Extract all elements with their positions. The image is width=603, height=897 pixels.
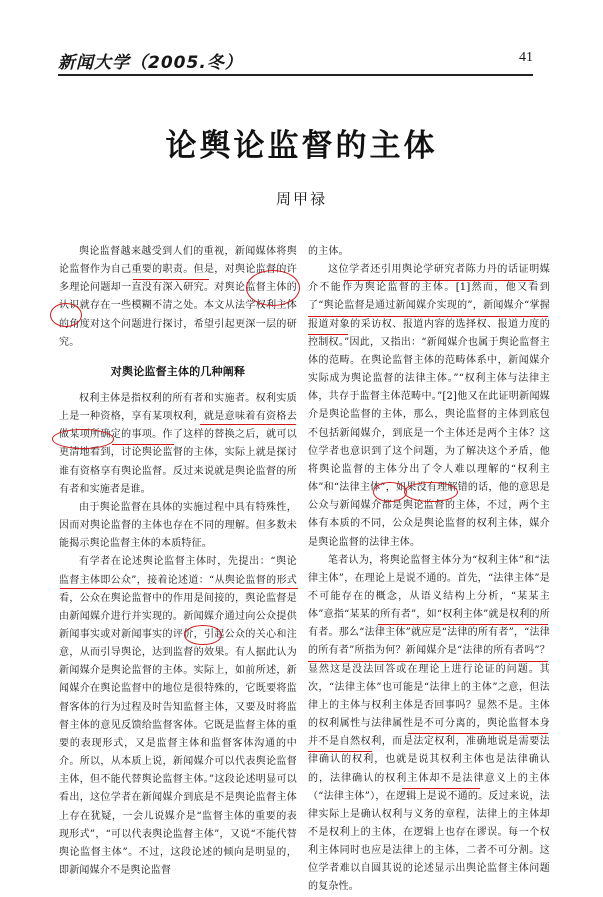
annotation-underline xyxy=(112,444,174,445)
paragraph-understanding: 由于舆论监督在具体的实施过程中具有特殊性，因而对舆论监督的主体也存在不同的理解。但多数未能揭示舆论监督主体的本质特征。 xyxy=(59,501,297,550)
article-title: 论舆论监督的主体 xyxy=(165,128,438,164)
page-number: 41 xyxy=(519,50,533,65)
annotation-underline xyxy=(308,661,548,662)
running-header xyxy=(58,44,533,76)
annotation-circle xyxy=(50,303,82,327)
annotation-circle xyxy=(404,482,458,502)
paragraph-continuation: 的主体。 xyxy=(308,246,349,257)
annotation-underline xyxy=(408,733,548,734)
annotation-underline xyxy=(60,588,298,589)
annotation-circle xyxy=(52,429,114,449)
annotation-underline xyxy=(402,788,480,789)
annotation-underline xyxy=(308,316,548,317)
left-column xyxy=(59,243,297,880)
paragraph-scholar-view: 有学者在论述舆论监督主体时，先提出：“舆论监督主体即公众”，接着论述道：“从舆论监督的形式看，公众在舆论监督中的作用是间接的，舆论监督是由新闻媒介进行并实现的。新闻媒介通过向公众提供新闻事实或对新闻事实的评价，引起公众的关心和注意，从而引导舆论，达到监督的效果。有人据此认为新闻媒介是舆论监督的主体。实际上，如前所述，新闻媒介在舆论监督中的地位是很特殊的，它既要将监督客体的行为过程及时告知监督主体，又要及时将监督主体的意见反馈给监督客体。它既是监督主体的重要的表现形式，又是监督主体和监督客体沟通的中介。所以，从本质上说，新闻媒介可以代表舆论监督主体，但不能代替舆论监督主体。”这段论述明显可以看出，这位学者在新闻媒介到底是不是舆论监督主体上存在犹疑，一会儿说媒介是“监督主体的重要的表现形式”，“可以代表舆论监督主体”，又说“不能代替舆论监督主体”。不过，这段论述的倾向是明显的，即新闻媒介不是舆论监督 xyxy=(59,556,297,876)
annotation-underline xyxy=(308,751,372,752)
article-author: 周甲禄 xyxy=(275,190,327,208)
annotation-circle xyxy=(373,482,407,502)
paragraph-rights-subject: 权利主体是指权利的所有者和实施者。权利实质上是一种资格，享有某项权利，就是意味着有资格去做某项所确定的事项。作了这样的替换之后，就可以更清地看到，讨论舆论监督的主体，实际上就是探讨谁有资格享有舆论监督。反过来说就是舆论监督的所有者和实施者是谁。 xyxy=(59,392,297,495)
annotation-underline xyxy=(133,279,209,280)
paragraph-chen-lidan: 这位学者还引用舆论学研究者陈力丹的话证明媒介不能作为舆论监督的主体。[1]然而，他又看到了“舆论监督是通过新闻媒介实现的”，新闻媒介“掌握报道对象的采访权、报道内容的选择权、报道力度的控制权。”因此，又指出：“新闻媒介也属于舆论监督主体的范畴。在舆论监督主体的范畴体系中，新闻媒介实际成为舆论监督的法律主体。”“权利主体与法律主体，共存于监督主体范畴中。”[2]他又在此证明新闻媒介是舆论监督的主体，那么，舆论监督的主体到底包不包括新闻媒介，到底是一个主体还是两个主体？这位学者也意识到了这个问题，为了解决这个矛盾，他将舆论监督的主体分出了令人难以理解的“权利主体”和“法律主体”，如果没有理解错的话，他的意思是公众与新闻媒介都是舆论监督的主体，不过，两个主体有本质的不同，公众是舆论监督的权利主体，媒介是舆论监督的法律主体。 xyxy=(308,264,550,548)
journal-name: 新闻大学（2005.冬） xyxy=(58,53,243,73)
paragraph-intro: 舆论监督越来越受到人们的重视，新闻媒体将舆论监督作为自己重要的职责。但是，对舆论监督的许多理论问题却一直没有深入研究。对舆论监督主体的认识就存在一些模糊不清之处。本文从法学权利主体的角度对这个问题进行探讨，希望引起更深一层的研究。 xyxy=(59,246,297,348)
annotation-circle xyxy=(246,270,300,306)
annotation-underline xyxy=(200,424,296,425)
annotation-underline xyxy=(308,334,348,335)
annotation-circle xyxy=(184,625,222,645)
paragraph-author-view: 笔者认为，将舆论监督主体分为“权利主体”和“法律主体”，在理论上是说不通的。首先，“法律主体”是不可能存在的概念，从语义结构上分析，“某某主体”意指“某某的所有者”，如“权利主体”就是权利的所有者。那么“法律主体”就应是“法律的所有者”，“法律的所有者”所指为何？新闻媒介是“法律的所有者吗”？显然这是没法回答或在理论上进行论证的问题。其次，“法律主体”也可能是“法律上的主体”之意，但法律上的主体与权利主体是否回事吗？显然不是。主体的权利属性与法律属性是不可分离的，舆论监督本身并不是自然权利，而是法定权利，准确地说是需要法律确认的权利，也就是说其权利主体也是法律确认的，法律确认的权利主体却不是法律意义上的主体（“法律主体”），在逻辑上是说不通的。反过来说，法律实际上是确认权利与义务的章程，法律上的主体却不是权利上的主体，在逻辑上也存在谬误。每一个权利主体同时也应是法律上的主体，二者不可分割。这位学者难以自圆其说的论述显示出舆论监督主体问题的复杂性。 xyxy=(308,554,550,893)
section-heading: 对舆论监督主体的几种阐释 xyxy=(110,364,246,378)
annotation-underline xyxy=(344,280,534,281)
annotation-underline xyxy=(378,624,548,625)
right-column xyxy=(308,243,550,897)
